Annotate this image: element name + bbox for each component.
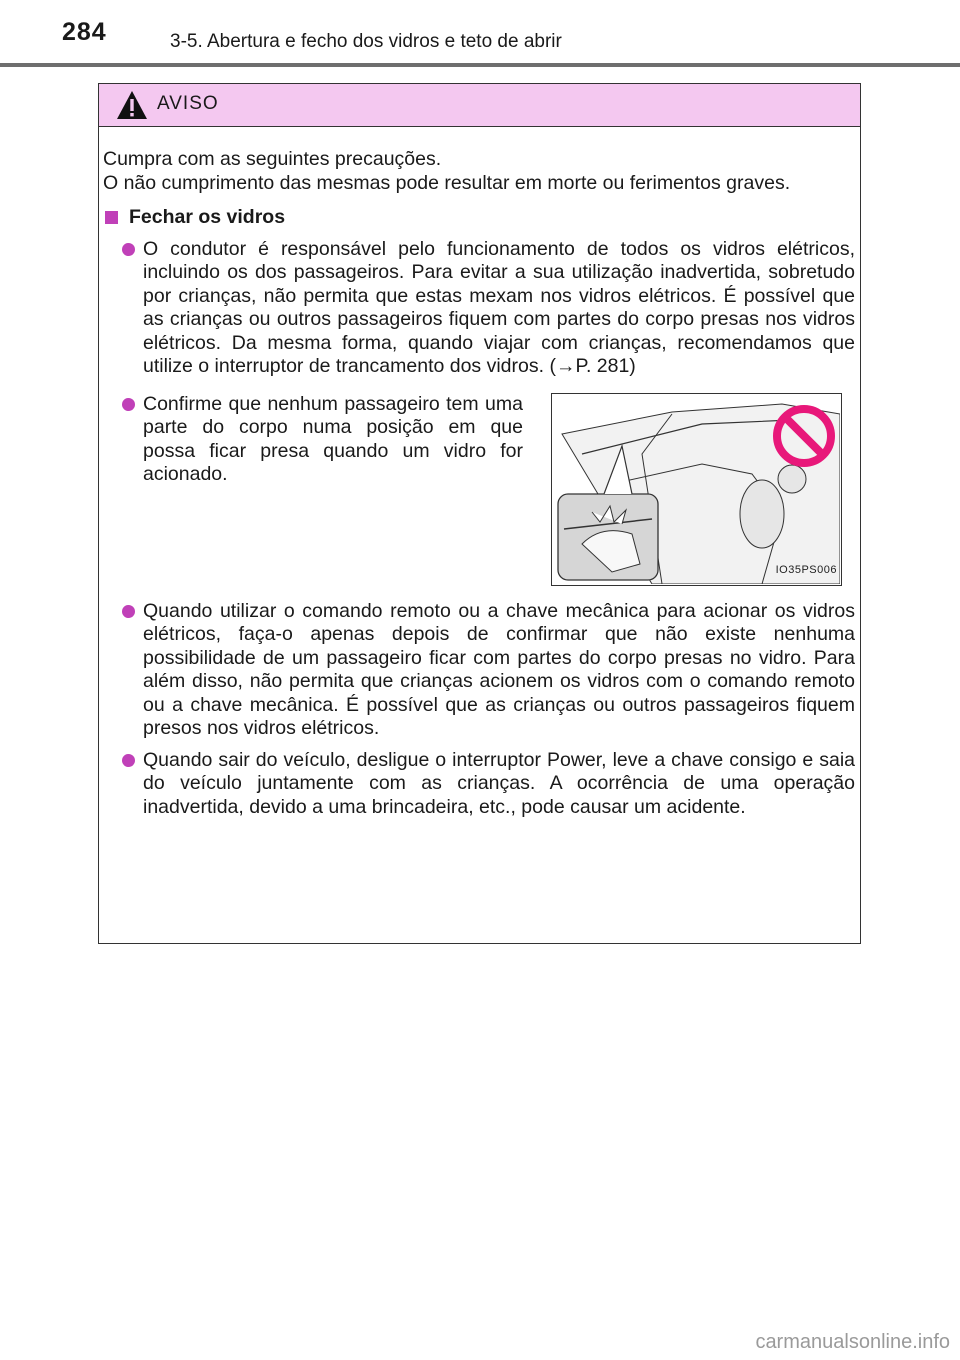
bullet-text-3: Quando utilizar o comando remoto ou a chave mecânica para acionar os vidros elétricos, faça-o apenas depois de confirmar que não existe nenhuma possibilidade de um passageiro ficar com partes do corpo presas no vidro. Para além disso, não permita que crianças acionem os vidros com o comando remoto ou a chave mecânica. É possível que as crianças ou outros passageiros fiquem presos nos vidros elétricos.: [143, 599, 855, 739]
bullet-item-4: [103, 749, 855, 820]
intro-line-1: Cumpra com as seguintes precauções.: [103, 148, 442, 170]
section-heading: [103, 206, 855, 230]
section-title: 3-5. Abertura e fecho dos vidros e teto de abrir: [170, 31, 562, 52]
warning-content: [103, 148, 855, 819]
bullet-item-1: [103, 238, 855, 379]
bullet-text-2: Confirme que nenhum passageiro tem uma parte do corpo numa posição em que possa ficar presa quando um vidro for acionado.: [143, 392, 523, 485]
warning-box: [98, 83, 861, 944]
intro-text: [103, 148, 855, 195]
prohibition-icon: [772, 404, 836, 468]
intro-line-2: O não cumprimento das mesmas pode resultar em morte ou ferimentos graves.: [103, 171, 791, 194]
bullet-text-4: Quando sair do veículo, desligue o interruptor Power, leve a chave consigo e saia do veículo juntamente com as crianças. A ocorrência de uma operação inadvertida, devido a uma brincadeira, etc., pode causar um acidente.: [143, 748, 855, 818]
round-bullet-icon: [122, 243, 135, 256]
header-rule: [0, 63, 960, 67]
bullet-item-2: [103, 393, 523, 586]
round-bullet-icon: [122, 605, 135, 618]
page-number: 284: [62, 18, 107, 46]
round-bullet-icon: [122, 398, 135, 411]
illustration-figure: [551, 393, 842, 586]
warning-header: [99, 84, 860, 127]
heading-text: Fechar os vidros: [129, 206, 286, 228]
square-bullet-icon: [105, 211, 118, 224]
figure-caption: IO35PS006: [775, 564, 837, 576]
watermark: carmanualsonline.info: [755, 1331, 950, 1353]
bullet-text-1: O condutor é responsável pelo funcionamento de todos os vidros elétricos, incluindo os dos passageiros. Para evitar a sua utilização inadvertida, sobretudo por crianças, não permita que estas mexam nos vidros elétricos. É possível que as crianças ou outros passageiros fiquem com partes do corpo presas nos vidros elétricos. Da mesma forma, quando viajar com crianças, recomendamos que utilize o interruptor de trancamento dos vidros. (→P. 281): [143, 237, 855, 377]
bullet-item-3: [103, 600, 855, 741]
warning-label: AVISO: [157, 93, 219, 114]
warning-triangle-icon: [116, 90, 148, 120]
round-bullet-icon: [122, 754, 135, 767]
bullet-with-figure: [103, 393, 855, 586]
